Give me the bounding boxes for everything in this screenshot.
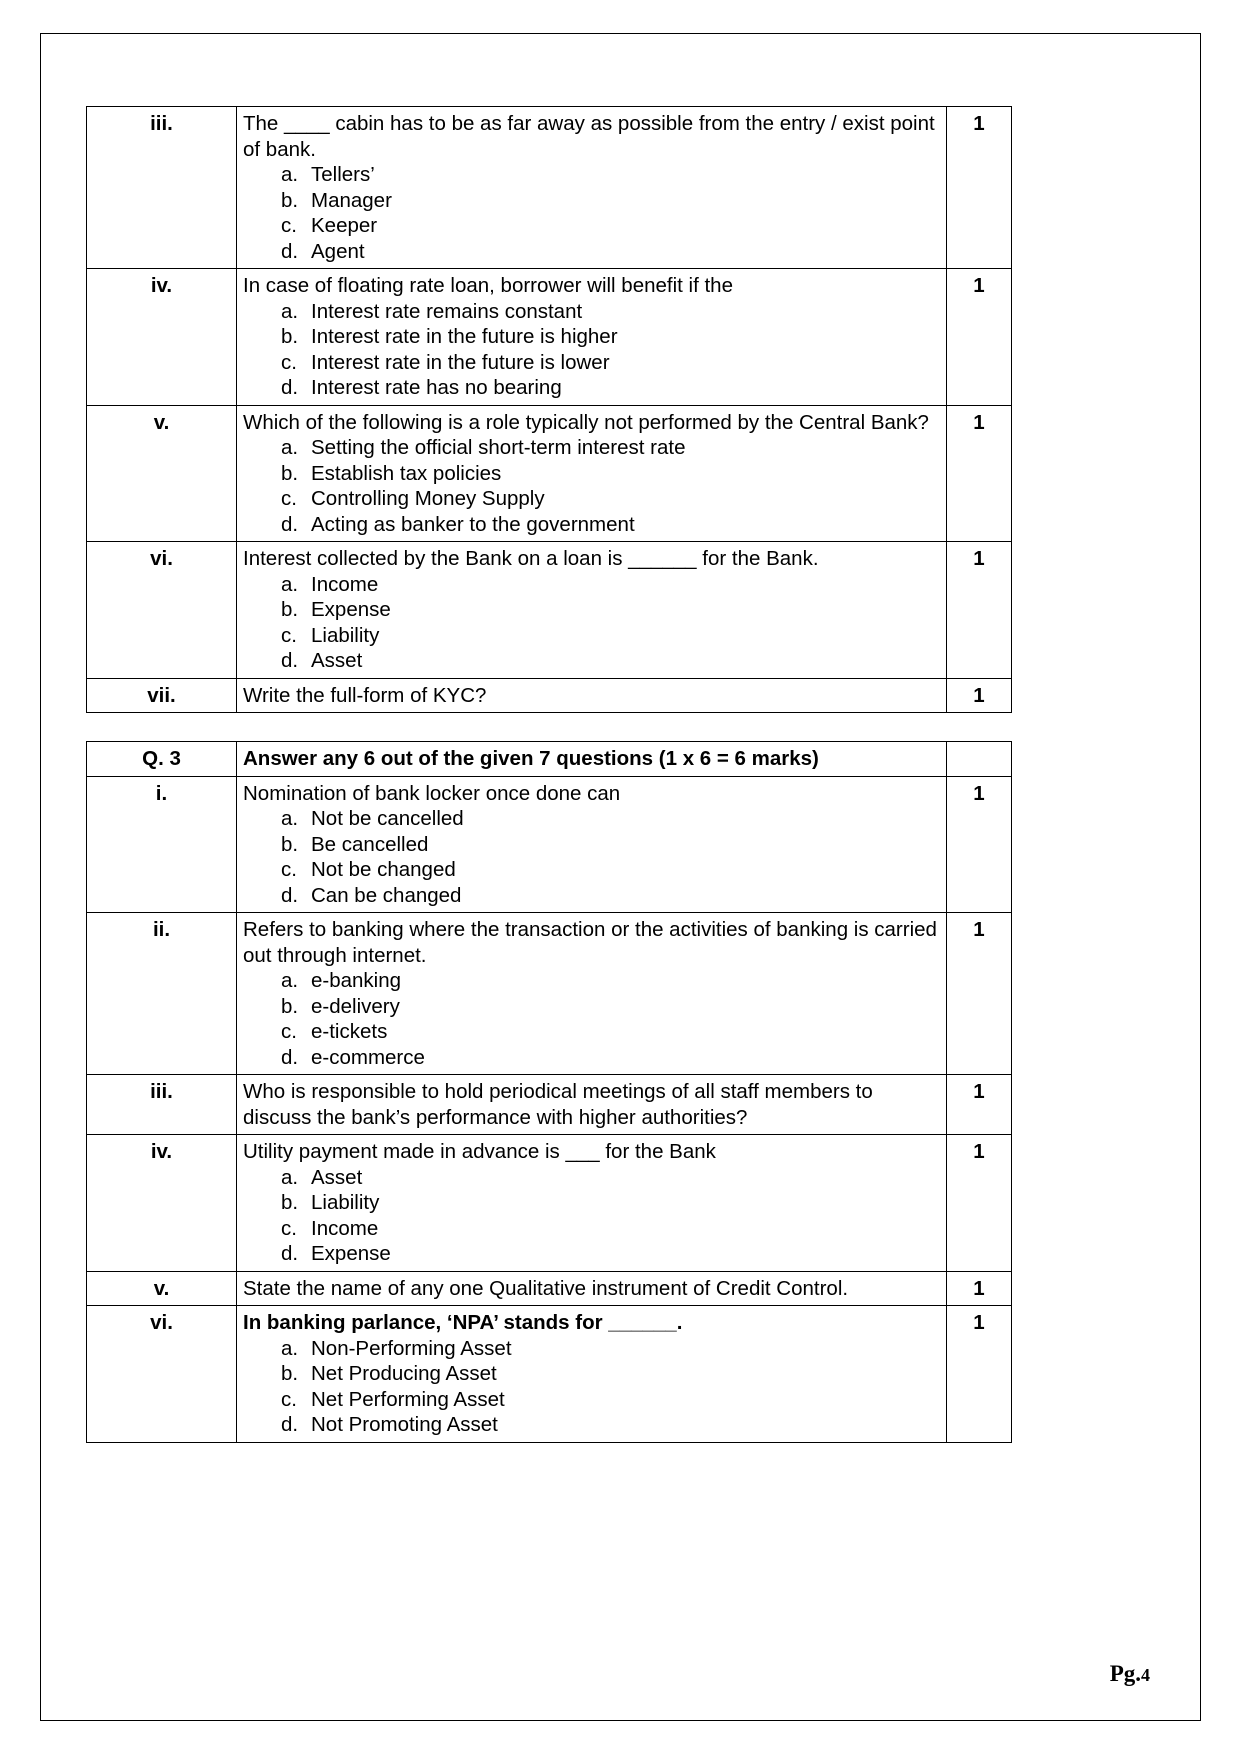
option-text: Can be changed xyxy=(311,883,462,907)
option-list xyxy=(243,162,940,264)
option-label: b. xyxy=(281,994,299,1018)
table-gap xyxy=(86,713,1011,741)
option-item xyxy=(281,486,940,512)
question-marks: 1 xyxy=(947,1271,1012,1306)
question-stem: Write the full-form of KYC? xyxy=(243,683,487,707)
question-body xyxy=(237,542,947,679)
option-text: Setting the official short-term interest rate xyxy=(311,436,686,459)
option-item xyxy=(281,1019,940,1045)
option-label: d. xyxy=(281,512,299,536)
option-text: Acting as banker to the government xyxy=(311,512,635,536)
table-row xyxy=(87,1271,1012,1306)
question-stem: In case of floating rate loan, borrower will benefit if the xyxy=(243,274,733,297)
table-row xyxy=(87,1306,1012,1443)
option-label: d. xyxy=(281,1045,299,1069)
option-label: b. xyxy=(281,1362,299,1385)
option-label: d. xyxy=(281,1242,299,1265)
table-row xyxy=(87,913,1012,1075)
option-item xyxy=(281,1216,940,1242)
option-item xyxy=(281,375,940,401)
option-list xyxy=(243,1165,940,1267)
option-item xyxy=(281,648,940,674)
question-stem: In banking parlance, ‘NPA’ stands for ______. xyxy=(243,1311,683,1334)
option-text: e-delivery xyxy=(311,994,400,1018)
option-label: c. xyxy=(281,1387,297,1411)
table-row xyxy=(87,1075,1012,1135)
question-number: vi. xyxy=(87,542,237,679)
q3-number: Q. 3 xyxy=(87,742,237,777)
question-body xyxy=(237,1271,947,1306)
q3-title: Answer any 6 out of the given 7 questions (1 x 6 = 6 marks) xyxy=(237,742,947,777)
q3-header-row xyxy=(87,742,1012,777)
option-text: Not be cancelled xyxy=(311,807,464,830)
option-text: Net Performing Asset xyxy=(311,1387,505,1411)
option-item xyxy=(281,1412,940,1438)
option-label: d. xyxy=(281,239,299,263)
option-item xyxy=(281,1045,940,1071)
option-text: Liability xyxy=(311,623,380,647)
table-row xyxy=(87,678,1012,713)
option-item xyxy=(281,213,940,239)
option-text: Asset xyxy=(311,649,363,672)
option-text: Controlling Money Supply xyxy=(311,487,545,510)
option-text: Income xyxy=(311,572,379,596)
option-list xyxy=(243,572,940,674)
question-body xyxy=(237,269,947,406)
option-item xyxy=(281,857,940,883)
option-label: a. xyxy=(281,969,299,992)
question-body xyxy=(237,107,947,269)
option-list xyxy=(243,435,940,537)
question-marks: 1 xyxy=(947,1306,1012,1443)
footer-label: Pg. xyxy=(1109,1661,1141,1686)
option-item xyxy=(281,883,940,909)
option-label: c. xyxy=(281,487,297,510)
option-item xyxy=(281,512,940,538)
option-list xyxy=(243,968,940,1070)
question-stem: Refers to banking where the transaction or the activities of banking is carried out through internet. xyxy=(243,918,937,967)
question-body xyxy=(237,776,947,913)
question-number: iv. xyxy=(87,269,237,406)
option-list xyxy=(243,806,940,908)
question-number: iii. xyxy=(87,107,237,269)
option-item xyxy=(281,435,940,461)
option-label: a. xyxy=(281,807,299,830)
question-stem: Nomination of bank locker once done can xyxy=(243,781,621,805)
option-item xyxy=(281,324,940,350)
question-marks: 1 xyxy=(947,913,1012,1075)
question-body xyxy=(237,1075,947,1135)
option-item xyxy=(281,968,940,994)
question-number: vi. xyxy=(87,1306,237,1443)
option-label: d. xyxy=(281,1413,299,1436)
question-number: v. xyxy=(87,1271,237,1306)
question-marks: 1 xyxy=(947,405,1012,542)
option-text: Non-Performing Asset xyxy=(311,1336,512,1360)
option-label: b. xyxy=(281,1191,299,1214)
option-label: d. xyxy=(281,376,299,399)
option-item xyxy=(281,162,940,188)
table-row xyxy=(87,776,1012,913)
question-marks: 1 xyxy=(947,776,1012,913)
page-content xyxy=(86,106,1011,1443)
option-label: d. xyxy=(281,883,299,907)
question-body xyxy=(237,913,947,1075)
option-label: b. xyxy=(281,598,299,621)
option-label: c. xyxy=(281,858,297,881)
table-row xyxy=(87,269,1012,406)
question-marks: 1 xyxy=(947,542,1012,679)
option-item xyxy=(281,597,940,623)
table-row xyxy=(87,405,1012,542)
question-marks: 1 xyxy=(947,269,1012,406)
option-label: a. xyxy=(281,436,299,459)
option-label: c. xyxy=(281,350,297,374)
option-label: c. xyxy=(281,1020,297,1043)
option-item xyxy=(281,1241,940,1267)
question-number: iv. xyxy=(87,1135,237,1272)
question-body xyxy=(237,1306,947,1443)
question-number: v. xyxy=(87,405,237,542)
option-item xyxy=(281,1387,940,1413)
footer-page-number: 4 xyxy=(1141,1665,1150,1685)
option-text: Not Promoting Asset xyxy=(311,1413,498,1436)
option-text: e-tickets xyxy=(311,1020,388,1043)
option-text: Net Producing Asset xyxy=(311,1362,497,1385)
question-body xyxy=(237,678,947,713)
question-stem: Interest collected by the Bank on a loan is ______ for the Bank. xyxy=(243,547,819,570)
question-stem: Which of the following is a role typically not performed by the Central Bank? xyxy=(243,410,929,434)
option-label: c. xyxy=(281,214,297,237)
option-item xyxy=(281,806,940,832)
page-border xyxy=(40,33,1201,1721)
option-text: Tellers’ xyxy=(311,163,375,186)
question-number: i. xyxy=(87,776,237,913)
option-item xyxy=(281,1190,940,1216)
table-row xyxy=(87,542,1012,679)
option-label: a. xyxy=(281,163,299,186)
question-stem: Utility payment made in advance is ___ for the Bank xyxy=(243,1140,716,1163)
table-row xyxy=(87,1135,1012,1272)
option-label: b. xyxy=(281,188,299,212)
question-body xyxy=(237,1135,947,1272)
option-text: e-commerce xyxy=(311,1045,425,1069)
option-text: Establish tax policies xyxy=(311,461,502,485)
option-item xyxy=(281,994,940,1020)
question-body xyxy=(237,405,947,542)
option-text: e-banking xyxy=(311,969,402,992)
option-label: b. xyxy=(281,461,299,485)
questions-table-q3 xyxy=(86,741,1012,1443)
option-text: Be cancelled xyxy=(311,832,429,856)
question-stem: Who is responsible to hold periodical meetings of all staff members to discuss the bank’s performance with higher authorities? xyxy=(243,1080,873,1129)
option-text: Keeper xyxy=(311,214,378,237)
option-text: Not be changed xyxy=(311,858,456,881)
option-label: b. xyxy=(281,325,299,348)
option-text: Interest rate in the future is higher xyxy=(311,325,618,348)
option-list xyxy=(243,299,940,401)
option-label: a. xyxy=(281,299,299,323)
option-item xyxy=(281,239,940,265)
question-marks: 1 xyxy=(947,1135,1012,1272)
option-item xyxy=(281,1361,940,1387)
option-text: Interest rate in the future is lower xyxy=(311,350,610,374)
option-item xyxy=(281,1336,940,1362)
page-footer xyxy=(1110,1661,1150,1687)
option-label: c. xyxy=(281,1216,297,1240)
option-text: Agent xyxy=(311,239,365,263)
option-label: b. xyxy=(281,832,299,856)
option-item xyxy=(281,572,940,598)
option-item xyxy=(281,188,940,214)
question-marks: 1 xyxy=(947,107,1012,269)
option-label: a. xyxy=(281,572,299,596)
q3-marks xyxy=(947,742,1012,777)
option-list xyxy=(243,1336,940,1438)
option-text: Liability xyxy=(311,1191,380,1214)
question-number: vii. xyxy=(87,678,237,713)
question-stem: The ____ cabin has to be as far away as possible from the entry / exist point of bank. xyxy=(243,112,935,161)
option-text: Interest rate remains constant xyxy=(311,299,583,323)
question-stem: State the name of any one Qualitative instrument of Credit Control. xyxy=(243,1276,849,1300)
question-marks: 1 xyxy=(947,1075,1012,1135)
question-number: iii. xyxy=(87,1075,237,1135)
option-label: d. xyxy=(281,649,299,672)
option-item xyxy=(281,299,940,325)
option-label: c. xyxy=(281,623,297,647)
option-item xyxy=(281,832,940,858)
question-number: ii. xyxy=(87,913,237,1075)
option-text: Manager xyxy=(311,188,392,212)
option-text: Asset xyxy=(311,1165,363,1189)
option-item xyxy=(281,461,940,487)
option-item xyxy=(281,623,940,649)
option-item xyxy=(281,350,940,376)
option-text: Expense xyxy=(311,1242,391,1265)
table-row xyxy=(87,107,1012,269)
option-text: Expense xyxy=(311,598,391,621)
option-label: a. xyxy=(281,1336,299,1360)
option-item xyxy=(281,1165,940,1191)
option-label: a. xyxy=(281,1165,299,1189)
option-text: Interest rate has no bearing xyxy=(311,376,562,399)
option-text: Income xyxy=(311,1216,379,1240)
question-marks: 1 xyxy=(947,678,1012,713)
questions-table-top xyxy=(86,106,1012,713)
